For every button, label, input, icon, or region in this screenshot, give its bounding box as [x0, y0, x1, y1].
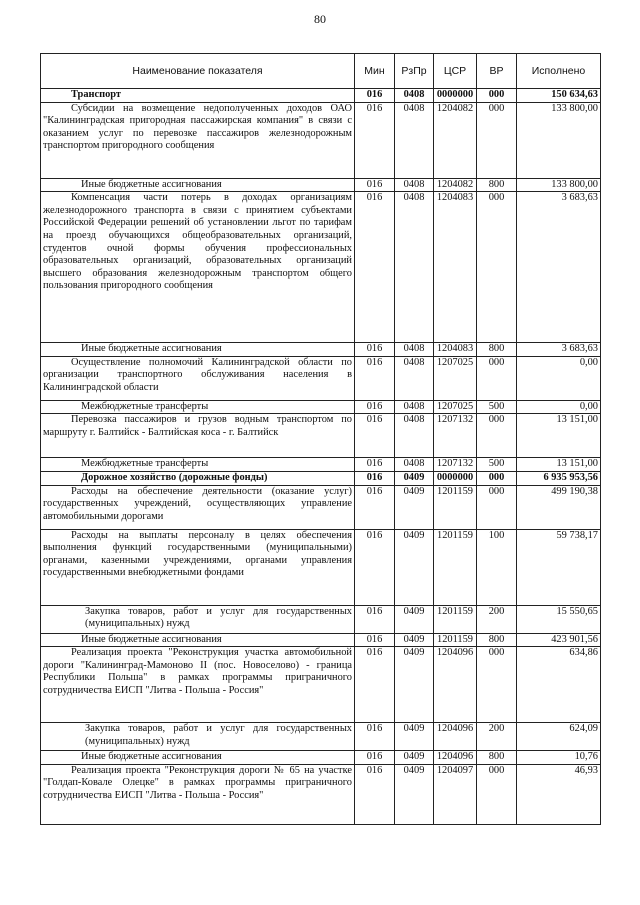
row-rzpr: 0408 — [395, 356, 434, 400]
row-name: Компенсация части потерь в доходах организациям железнодорожного транспорта в связи с принятием субъектами Российской Федерации решений об установлении льгот по тарифам на проезд обучающихся общеобразовательных организаций, студентов очной формы обучения профессиональных образовательных организаций, образовательных организаций высшего образования железнодорожным транспортом общего пользования пригородного сообщения — [41, 192, 355, 343]
table-row — [41, 102, 601, 178]
row-name: Расходы на обеспечение деятельности (оказание услуг) государственных учреждений, осуществляющих управление автомобильными дорогами — [41, 485, 355, 529]
row-vr: 500 — [477, 458, 517, 472]
row-vr: 800 — [477, 343, 517, 357]
row-vr: 000 — [477, 192, 517, 343]
table-row — [41, 356, 601, 400]
row-csr: 1204083 — [434, 343, 477, 357]
row-csr: 1204096 — [434, 723, 477, 751]
row-rzpr: 0408 — [395, 343, 434, 357]
row-rzpr: 0409 — [395, 764, 434, 824]
row-amount: 423 901,56 — [517, 633, 601, 647]
row-rzpr: 0408 — [395, 89, 434, 103]
row-vr: 000 — [477, 764, 517, 824]
row-rzpr: 0409 — [395, 529, 434, 605]
row-rzpr: 0409 — [395, 633, 434, 647]
row-name: Перевозка пассажиров и грузов водным транспортом по маршруту г. Балтийск - Балтийская коса - г. Балтийск — [41, 414, 355, 458]
page-number: 80 — [314, 12, 326, 26]
table-row — [41, 764, 601, 824]
row-name: Иные бюджетные ассигнования — [41, 178, 355, 192]
row-name: Расходы на выплаты персоналу в целях обеспечения выполнения функций государственными (муниципальными) органами, казенными учреждениями, органами управления государственными внебюджетными фондами — [41, 529, 355, 605]
table-row — [41, 471, 601, 485]
row-name: Субсидии на возмещение недополученных доходов ОАО "Калининградская пригородная пассажирская компания" в связи с оказанием услуг по перевозке пассажиров железнодорожным транспортом пригородного сообщения — [41, 102, 355, 178]
row-vr: 800 — [477, 633, 517, 647]
row-vr: 200 — [477, 605, 517, 633]
row-name: Реализация проекта "Реконструкция участка автомобильной дороги "Калининград-Мамоново II (пос. Новоселово) - граница Республики Польша" в рамках программы приграничного сотрудничества ЕИСП "Литва - Польша - Россия" — [41, 647, 355, 723]
row-amount: 59 738,17 — [517, 529, 601, 605]
table-row — [41, 343, 601, 357]
row-csr: 1207025 — [434, 400, 477, 414]
row-name: Межбюджетные трансферты — [41, 400, 355, 414]
row-csr: 0000000 — [434, 89, 477, 103]
row-rzpr: 0408 — [395, 400, 434, 414]
row-vr: 000 — [477, 485, 517, 529]
table-row — [41, 192, 601, 343]
row-csr: 1201159 — [434, 529, 477, 605]
row-rzpr: 0408 — [395, 178, 434, 192]
row-vr: 100 — [477, 529, 517, 605]
row-vr: 000 — [477, 102, 517, 178]
table-row — [41, 751, 601, 765]
row-name: Дорожное хозяйство (дорожные фонды) — [41, 471, 355, 485]
row-rzpr: 0409 — [395, 723, 434, 751]
row-min: 016 — [355, 414, 395, 458]
row-name: Закупка товаров, работ и услуг для государственных (муниципальных) нужд — [41, 605, 355, 633]
row-amount: 13 151,00 — [517, 458, 601, 472]
row-csr: 1201159 — [434, 485, 477, 529]
table-row — [41, 400, 601, 414]
row-vr: 000 — [477, 356, 517, 400]
table-row — [41, 414, 601, 458]
row-amount: 133 800,00 — [517, 178, 601, 192]
row-csr: 1201159 — [434, 605, 477, 633]
row-amount: 499 190,38 — [517, 485, 601, 529]
table-row — [41, 633, 601, 647]
row-vr: 000 — [477, 89, 517, 103]
row-amount: 3 683,63 — [517, 192, 601, 343]
row-min: 016 — [355, 178, 395, 192]
row-min: 016 — [355, 529, 395, 605]
row-amount: 46,93 — [517, 764, 601, 824]
row-rzpr: 0408 — [395, 192, 434, 343]
row-amount: 13 151,00 — [517, 414, 601, 458]
row-amount: 634,86 — [517, 647, 601, 723]
row-rzpr: 0409 — [395, 471, 434, 485]
table-row — [41, 605, 601, 633]
row-csr: 1201159 — [434, 633, 477, 647]
row-csr: 1204082 — [434, 102, 477, 178]
row-vr: 800 — [477, 178, 517, 192]
row-min: 016 — [355, 764, 395, 824]
column-header-min: Мин — [355, 54, 395, 89]
row-name: Иные бюджетные ассигнования — [41, 751, 355, 765]
budget-execution-table — [40, 53, 601, 825]
row-csr: 1207025 — [434, 356, 477, 400]
column-header-amount: Исполнено — [517, 54, 601, 89]
table-row — [41, 529, 601, 605]
row-min: 016 — [355, 458, 395, 472]
column-header-name: Наименование показателя — [41, 54, 355, 89]
row-amount: 3 683,63 — [517, 343, 601, 357]
table-header-row — [41, 54, 601, 89]
row-name: Закупка товаров, работ и услуг для государственных (муниципальных) нужд — [41, 723, 355, 751]
table-row — [41, 458, 601, 472]
row-min: 016 — [355, 723, 395, 751]
row-csr: 1204097 — [434, 764, 477, 824]
row-min: 016 — [355, 605, 395, 633]
row-name: Осуществление полномочий Калининградской области по организации транспортного обслуживания населения в Калининградской области — [41, 356, 355, 400]
row-amount: 150 634,63 — [517, 89, 601, 103]
row-rzpr: 0408 — [395, 458, 434, 472]
row-csr: 0000000 — [434, 471, 477, 485]
table-row — [41, 89, 601, 103]
row-min: 016 — [355, 751, 395, 765]
row-vr: 000 — [477, 471, 517, 485]
row-rzpr: 0409 — [395, 647, 434, 723]
row-rzpr: 0409 — [395, 485, 434, 529]
row-min: 016 — [355, 192, 395, 343]
row-name: Иные бюджетные ассигнования — [41, 343, 355, 357]
row-vr: 800 — [477, 751, 517, 765]
row-rzpr: 0408 — [395, 102, 434, 178]
row-vr: 500 — [477, 400, 517, 414]
table-row — [41, 647, 601, 723]
row-rzpr: 0409 — [395, 751, 434, 765]
row-amount: 6 935 953,56 — [517, 471, 601, 485]
row-csr: 1204096 — [434, 751, 477, 765]
row-vr: 000 — [477, 647, 517, 723]
row-min: 016 — [355, 102, 395, 178]
row-csr: 1207132 — [434, 458, 477, 472]
row-amount: 15 550,65 — [517, 605, 601, 633]
row-csr: 1204082 — [434, 178, 477, 192]
row-name: Иные бюджетные ассигнования — [41, 633, 355, 647]
row-name: Межбюджетные трансферты — [41, 458, 355, 472]
column-header-csr: ЦСР — [434, 54, 477, 89]
row-amount: 10,76 — [517, 751, 601, 765]
row-amount: 133 800,00 — [517, 102, 601, 178]
row-csr: 1204096 — [434, 647, 477, 723]
row-name: Транспорт — [41, 89, 355, 103]
row-min: 016 — [355, 356, 395, 400]
row-vr: 200 — [477, 723, 517, 751]
row-name: Реализация проекта "Реконструкция дороги № 65 на участке "Голдап-Ковале Олецке" в рамках программы приграничного сотрудничества ЕИСП "Литва - Польша - Россия" — [41, 764, 355, 824]
row-min: 016 — [355, 343, 395, 357]
row-amount: 624,09 — [517, 723, 601, 751]
row-amount: 0,00 — [517, 400, 601, 414]
row-rzpr: 0408 — [395, 414, 434, 458]
row-min: 016 — [355, 89, 395, 103]
row-rzpr: 0409 — [395, 605, 434, 633]
row-min: 016 — [355, 633, 395, 647]
table-row — [41, 178, 601, 192]
row-min: 016 — [355, 471, 395, 485]
row-amount: 0,00 — [517, 356, 601, 400]
table-row — [41, 485, 601, 529]
row-csr: 1204083 — [434, 192, 477, 343]
row-vr: 000 — [477, 414, 517, 458]
row-min: 016 — [355, 400, 395, 414]
row-csr: 1207132 — [434, 414, 477, 458]
column-header-vr: ВР — [477, 54, 517, 89]
column-header-rzpr: РзПр — [395, 54, 434, 89]
row-min: 016 — [355, 485, 395, 529]
table-row — [41, 723, 601, 751]
row-min: 016 — [355, 647, 395, 723]
